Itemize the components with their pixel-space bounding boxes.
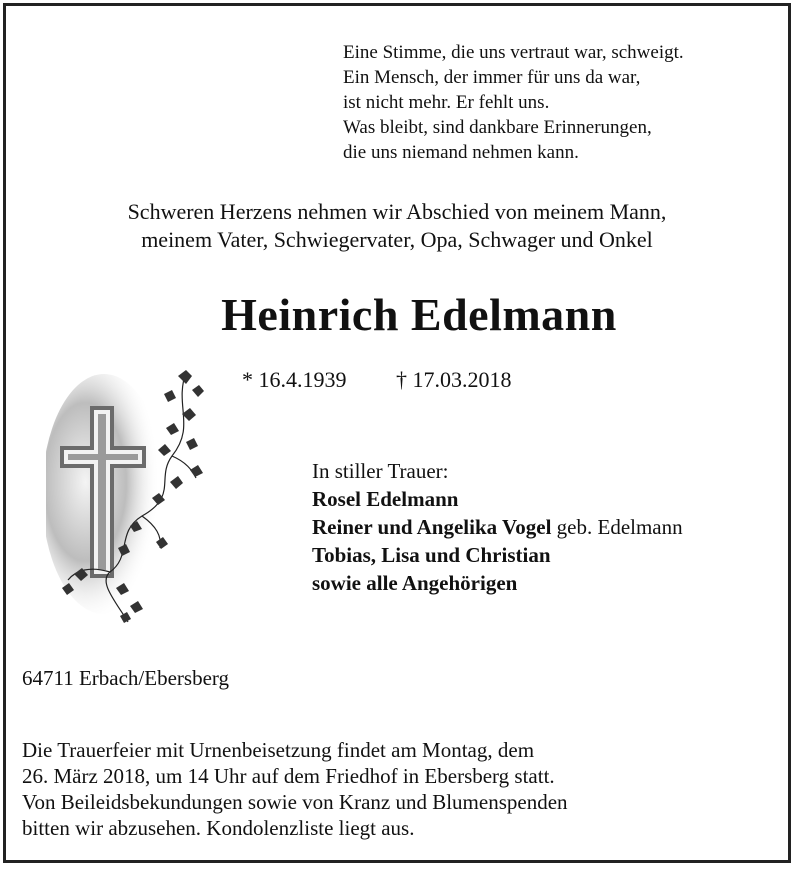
mourner-line xyxy=(312,513,683,541)
mourner-names: Reiner und Angelika Vogel xyxy=(312,515,552,539)
mourner-line: Rosel Edelmann xyxy=(312,487,459,511)
service-info xyxy=(22,737,568,841)
service-line: bitten wir abzusehen. Kondolenzliste liegt aus. xyxy=(22,816,415,840)
service-line: 26. März 2018, um 14 Uhr auf dem Friedhof in Ebersberg statt. xyxy=(22,764,555,788)
mourners-heading: In stiller Trauer: xyxy=(312,459,449,483)
service-line: Die Trauerfeier mit Urnenbeisetzung findet am Montag, dem xyxy=(22,738,535,762)
deceased-name: Heinrich Edelmann xyxy=(221,289,617,340)
death-date: † 17.03.2018 xyxy=(396,367,512,392)
poem-line: Ein Mensch, der immer für uns da war, xyxy=(343,67,641,88)
birth-date: * 16.4.1939 xyxy=(242,367,347,392)
place-line: 64711 Erbach/Ebersberg xyxy=(22,666,230,690)
poem-line: ist nicht mehr. Er fehlt uns. xyxy=(343,92,550,113)
mourners-list xyxy=(312,457,683,597)
mourner-line: sowie alle Angehörigen xyxy=(312,571,518,595)
intro-line: meinem Vater, Schwiegervater, Opa, Schwager und Onkel xyxy=(141,227,653,252)
poem-line: Was bleibt, sind dankbare Erinnerungen, xyxy=(343,117,652,138)
mourner-line: Tobias, Lisa und Christian xyxy=(312,543,551,567)
mourner-maiden-name: geb. Edelmann xyxy=(551,515,683,539)
memorial-poem xyxy=(343,40,684,165)
cross-with-ivy-icon xyxy=(46,366,206,628)
poem-line: die uns niemand nehmen kann. xyxy=(343,142,579,163)
life-dates xyxy=(242,367,512,393)
farewell-intro xyxy=(0,198,794,254)
service-line: Von Beileidsbekundungen sowie von Kranz und Blumenspenden xyxy=(22,790,568,814)
intro-line: Schweren Herzens nehmen wir Abschied von meinem Mann, xyxy=(127,199,667,224)
poem-line: Eine Stimme, die uns vertraut war, schweigt. xyxy=(343,42,684,63)
